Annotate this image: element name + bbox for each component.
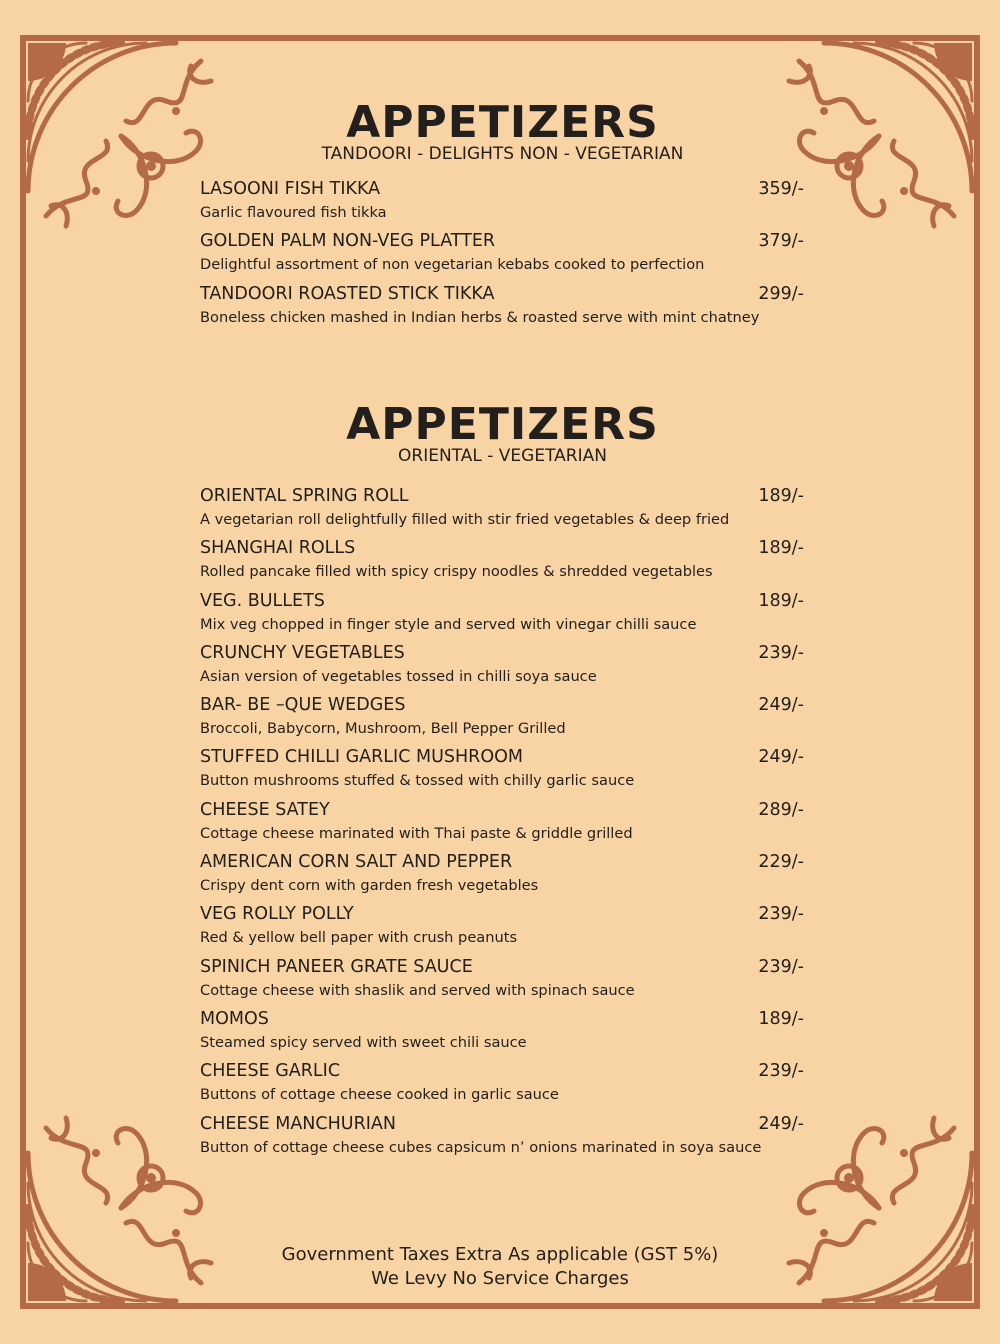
item-price: 249/- xyxy=(758,747,804,768)
menu-item xyxy=(200,1008,810,1060)
menu-item xyxy=(200,283,810,335)
menu-item xyxy=(200,1113,810,1165)
item-price: 359/- xyxy=(758,179,804,199)
item-description: Crispy dent corn with garden fresh vegetables xyxy=(200,877,539,895)
service-charge-note: We Levy No Service Charges xyxy=(371,1268,629,1289)
menu-item xyxy=(200,956,810,1008)
item-description: Asian version of vegetables tossed in chilli soya sauce xyxy=(200,667,597,685)
menu-item xyxy=(200,178,810,230)
menu-item xyxy=(200,799,810,851)
item-name: SPINICH PANEER GRATE SAUCE xyxy=(200,956,473,977)
item-description: Red & yellow bell paper with crush peanuts xyxy=(200,929,518,947)
item-price: 189/- xyxy=(758,486,804,506)
menu-item xyxy=(200,590,810,642)
item-description: Garlic flavoured fish tikka xyxy=(200,204,387,221)
item-price: 249/- xyxy=(758,1113,804,1134)
menu-item xyxy=(200,642,810,694)
item-name: CRUNCHY VEGETABLES xyxy=(200,642,405,663)
menu-item xyxy=(200,903,810,955)
menu-item xyxy=(200,746,810,798)
footer-note xyxy=(0,1243,1000,1291)
item-name: VEG ROLLY POLLY xyxy=(200,904,354,925)
item-name: SHANGHAI ROLLS xyxy=(200,538,356,559)
item-name: GOLDEN PALM NON-VEG PLATTER xyxy=(200,231,496,252)
tax-note: Government Taxes Extra As applicable (GST 5%) xyxy=(281,1244,719,1265)
item-price: 299/- xyxy=(758,283,804,304)
item-description: Delightful assortment of non vegetarian kebabs cooked to perfection xyxy=(200,256,705,274)
section-subtitle-veg: ORIENTAL - VEGETARIAN xyxy=(398,446,607,466)
menu-item xyxy=(200,694,810,746)
item-description: Mix veg chopped in finger style and served with vinegar chilli sauce xyxy=(200,615,697,633)
item-description: Button mushrooms stuffed & tossed with chilly garlic sauce xyxy=(200,772,635,790)
item-name: STUFFED CHILLI GARLIC MUSHROOM xyxy=(200,747,523,768)
item-price: 189/- xyxy=(758,538,804,559)
item-description: Boneless chicken mashed in Indian herbs & roasted serve with mint chatney xyxy=(200,308,760,326)
item-name: CHEESE GARLIC xyxy=(200,1061,341,1082)
menu-item xyxy=(200,230,810,282)
item-name: BAR- BE –QUE WEDGES xyxy=(200,695,406,716)
item-description: Broccoli, Babycorn, Mushroom, Bell Pepper Grilled xyxy=(200,720,566,738)
item-name: TANDOORI ROASTED STICK TIKKA xyxy=(200,283,495,304)
menu-list-veg xyxy=(200,485,810,1165)
item-price: 379/- xyxy=(758,231,804,252)
item-price: 239/- xyxy=(758,1061,804,1082)
item-name: CHEESE SATEY xyxy=(200,799,330,820)
menu-list-non-veg xyxy=(200,178,810,335)
item-price: 189/- xyxy=(758,590,804,611)
item-description: Button of cottage cheese cubes capsicum n’ onions marinated in soya sauce xyxy=(200,1138,762,1156)
item-description: Buttons of cottage cheese cooked in garlic sauce xyxy=(200,1086,559,1104)
item-price: 239/- xyxy=(758,642,804,663)
menu-item xyxy=(200,851,810,903)
item-price: 249/- xyxy=(758,695,804,716)
item-price: 239/- xyxy=(758,956,804,977)
item-price: 189/- xyxy=(758,1008,804,1029)
section-title-non-veg: APPETIZERS xyxy=(346,97,659,148)
item-name: VEG. BULLETS xyxy=(200,590,325,611)
item-price: 239/- xyxy=(758,904,804,925)
item-name: AMERICAN CORN SALT AND PEPPER xyxy=(200,852,513,873)
item-name: ORIENTAL SPRING ROLL xyxy=(200,486,409,506)
item-description: A vegetarian roll delightfully filled with stir fried vegetables & deep fried xyxy=(200,511,730,528)
section-title-veg: APPETIZERS xyxy=(346,399,659,450)
menu-item xyxy=(200,1060,810,1112)
item-description: Steamed spicy served with sweet chili sauce xyxy=(200,1033,527,1051)
item-price: 229/- xyxy=(758,852,804,873)
item-price: 289/- xyxy=(758,799,804,820)
item-description: Rolled pancake filled with spicy crispy noodles & shredded vegetables xyxy=(200,563,713,581)
menu-item xyxy=(200,485,810,537)
menu-item xyxy=(200,537,810,589)
item-name: CHEESE MANCHURIAN xyxy=(200,1113,396,1134)
item-description: Cottage cheese marinated with Thai paste & griddle grilled xyxy=(200,824,633,842)
section-subtitle-non-veg: TANDOORI - DELIGHTS NON - VEGETARIAN xyxy=(321,144,684,164)
item-description: Cottage cheese with shaslik and served with spinach sauce xyxy=(200,981,635,999)
item-name: LASOONI FISH TIKKA xyxy=(200,179,381,199)
item-name: MOMOS xyxy=(200,1008,269,1029)
